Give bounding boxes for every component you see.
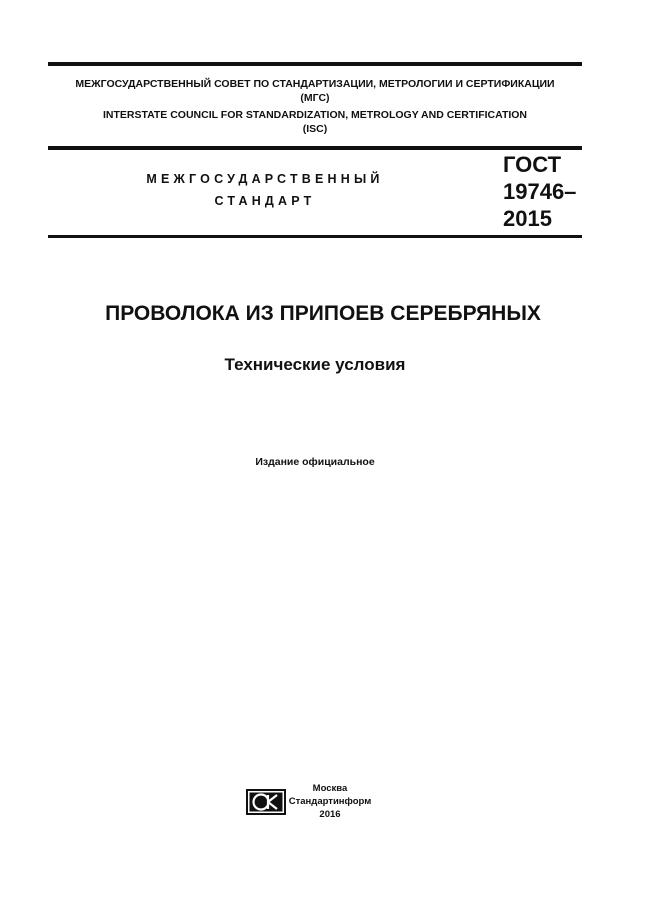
middle-rule <box>48 146 582 150</box>
designation-year: 2015 <box>503 206 552 231</box>
council-name-ru-line1: МЕЖГОСУДАРСТВЕННЫЙ СОВЕТ ПО СТАНДАРТИЗАЦИИ, МЕТРОЛОГИИ И СЕРТИФИКАЦИИ <box>75 78 555 90</box>
bottom-rule <box>48 235 582 238</box>
publisher-imprint <box>286 782 374 821</box>
document-subtitle: Технические условия <box>224 355 406 374</box>
designation-prefix: ГОСТ <box>503 152 562 177</box>
council-abbr-en: (ISC) <box>302 123 328 135</box>
standard-designation <box>503 151 576 232</box>
top-rule <box>48 62 582 66</box>
council-abbr-ru: (МГС) <box>300 92 330 104</box>
publisher-city: Москва <box>312 783 348 794</box>
document-title: ПРОВОЛОКА ИЗ ПРИПОЕВ СЕРЕБРЯНЫХ <box>105 302 541 325</box>
council-name-en <box>48 108 582 136</box>
edition-note: Издание официальное <box>255 456 375 468</box>
standard-type-line1: МЕЖГОСУДАРСТВЕННЫЙ <box>146 172 384 186</box>
standartinform-logo-icon <box>246 789 286 815</box>
council-name-en-line1: INTERSTATE COUNCIL FOR STANDARDIZATION, METROLOGY AND CERTIFICATION <box>102 109 528 121</box>
publication-year: 2016 <box>319 809 341 820</box>
standard-type-line2: СТАНДАРТ <box>214 194 316 208</box>
publisher-name: Стандартинформ <box>288 796 372 807</box>
designation-number: 19746– <box>503 179 577 204</box>
council-name-ru <box>48 77 582 105</box>
